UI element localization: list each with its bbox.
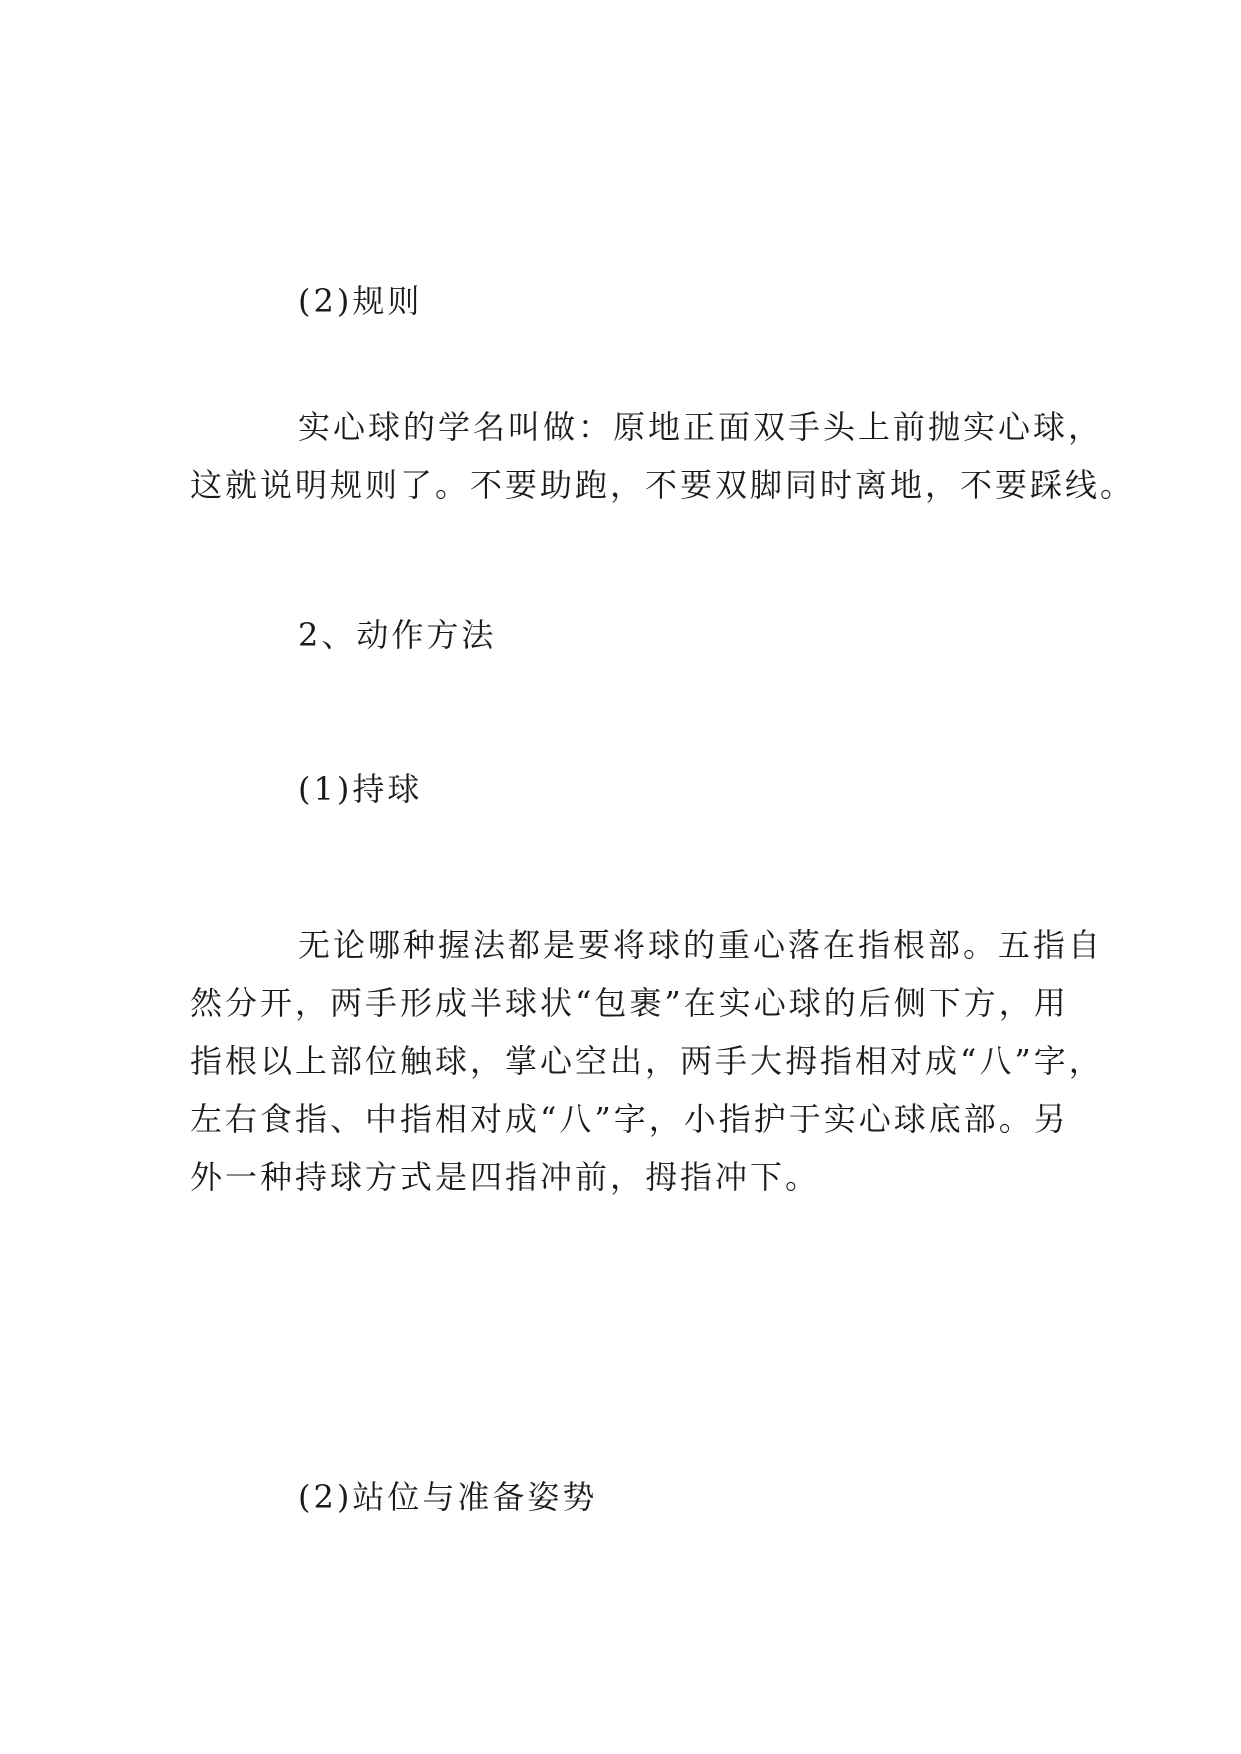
section-heading-method	[298, 606, 1058, 664]
paragraph-line: 无论哪种握法都是要将球的重心落在指根部。五指自	[298, 926, 1104, 964]
paragraph-line: 然分开，两手形成半球状“包裹”在实心球的后侧下方，用	[190, 984, 1069, 1022]
section-heading-rules	[298, 272, 1058, 330]
paragraph-holding-ball	[190, 916, 1104, 1206]
section-heading-stance	[298, 1468, 1058, 1526]
paragraph-line: 这就说明规则了。不要助跑，不要双脚同时离地，不要踩线。	[190, 466, 1136, 504]
paragraph-line: 指根以上部位触球，掌心空出，两手大拇指相对成“八”字，	[190, 1042, 1104, 1080]
section-heading-holding-ball	[298, 760, 1058, 818]
paragraph-line: 实心球的学名叫做：原地正面双手头上前抛实心球，	[298, 408, 1104, 446]
paragraph-line: 左右食指、中指相对成“八”字，小指护于实心球底部。另	[190, 1100, 1069, 1138]
heading-text: (2)规则	[298, 282, 423, 320]
heading-text: (2)站位与准备姿势	[298, 1478, 598, 1516]
paragraph-rules	[190, 398, 1136, 514]
heading-text: 2、动作方法	[298, 616, 497, 654]
heading-text: (1)持球	[298, 770, 423, 808]
paragraph-line: 外一种持球方式是四指冲前，拇指冲下。	[190, 1158, 821, 1196]
